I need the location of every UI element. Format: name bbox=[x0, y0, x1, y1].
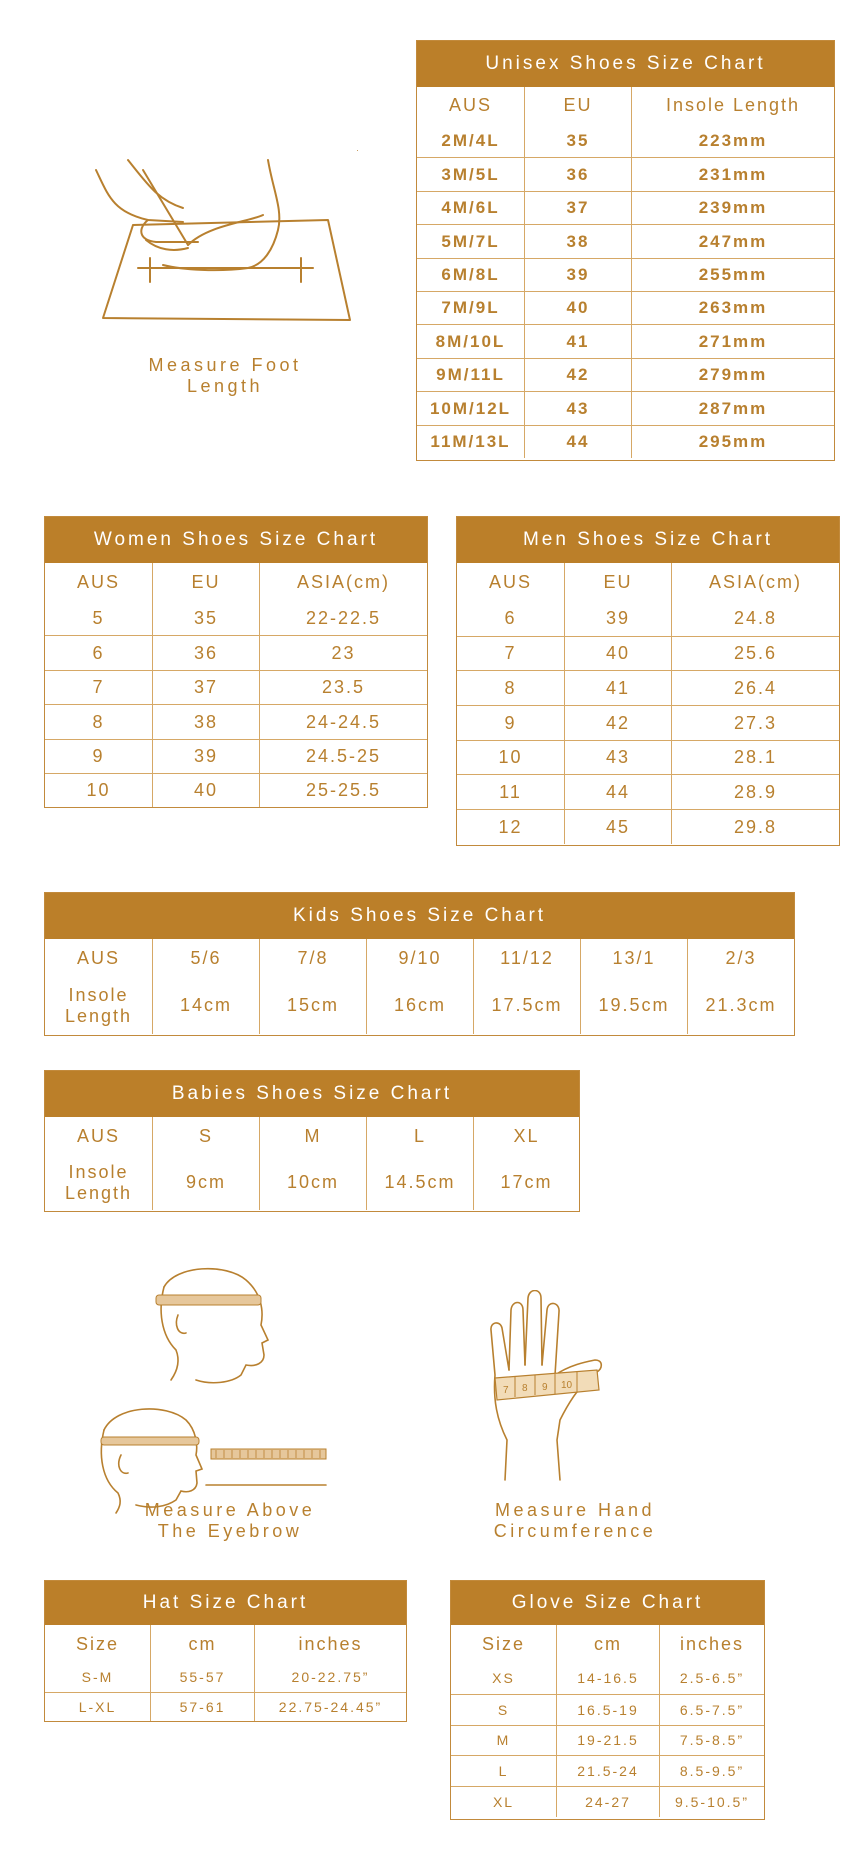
table-cell: 16.5-19 bbox=[556, 1695, 659, 1725]
table-cell: 4M/6L bbox=[441, 198, 500, 218]
table-row bbox=[45, 977, 794, 1034]
table-cell: S bbox=[497, 1701, 510, 1718]
header-cell: AUS bbox=[76, 571, 120, 592]
table-cell: 55-57 bbox=[150, 1663, 254, 1692]
babies-shoes-size-table bbox=[44, 1070, 580, 1212]
table-header-row bbox=[45, 1625, 406, 1663]
table-cell: 5M/7L bbox=[441, 231, 500, 251]
header-cell: Size bbox=[481, 1633, 525, 1654]
table-cell: 44 bbox=[524, 426, 631, 458]
header-cell: AUS bbox=[488, 571, 532, 592]
table-cell: 39 bbox=[524, 259, 631, 291]
header-cell: EU bbox=[524, 87, 631, 124]
tape-number: 9 bbox=[542, 1382, 548, 1393]
table-row bbox=[451, 1786, 764, 1817]
table-row bbox=[45, 739, 427, 773]
table-cell: 17.5cm bbox=[473, 977, 580, 1034]
table-cell: 7 bbox=[504, 643, 517, 664]
table-row bbox=[451, 1694, 764, 1725]
table-cell: 24.5-25 bbox=[259, 740, 427, 773]
table-row bbox=[457, 774, 839, 809]
table-cell: L-XL bbox=[78, 1698, 117, 1715]
table-cell: 10cm bbox=[259, 1155, 366, 1210]
table-cell: Insole Length bbox=[64, 1161, 133, 1203]
header-cell: S bbox=[152, 1117, 259, 1155]
hat-body bbox=[45, 1663, 406, 1721]
table-cell: 231mm bbox=[631, 158, 834, 190]
table-cell: 37 bbox=[524, 192, 631, 224]
table-cell: 239mm bbox=[631, 192, 834, 224]
table-cell: 42 bbox=[524, 359, 631, 391]
header-cell: 9/10 bbox=[366, 939, 473, 977]
table-cell: 21.3cm bbox=[687, 977, 794, 1034]
table-cell: 10M/12L bbox=[429, 398, 512, 418]
table-cell: 2M/4L bbox=[441, 130, 500, 150]
table-cell: 44 bbox=[564, 775, 671, 809]
table-row bbox=[417, 224, 834, 257]
hand-caption-line: Measure Hand bbox=[494, 1500, 656, 1520]
table-row bbox=[451, 1725, 764, 1756]
table-row bbox=[45, 1692, 406, 1721]
table-row bbox=[457, 809, 839, 844]
table-row bbox=[45, 704, 427, 738]
table-row bbox=[457, 740, 839, 775]
table-cell: 22.75-24.45” bbox=[254, 1693, 406, 1721]
kids-table-title: Kids Shoes Size Chart bbox=[45, 893, 794, 939]
table-row bbox=[417, 391, 834, 424]
table-header-row bbox=[45, 563, 427, 601]
table-header-row bbox=[45, 1117, 579, 1155]
babies-table-title: Babies Shoes Size Chart bbox=[45, 1071, 579, 1117]
foot-ruler-icon bbox=[88, 150, 358, 325]
men-shoes-size-table bbox=[456, 516, 840, 846]
table-row bbox=[417, 324, 834, 357]
hand-tape-icon bbox=[485, 1290, 645, 1490]
table-cell: 22-22.5 bbox=[259, 601, 427, 635]
table-row bbox=[417, 157, 834, 190]
table-cell: 14.5cm bbox=[366, 1155, 473, 1210]
unisex-body bbox=[417, 124, 834, 458]
table-cell: 9.5-10.5” bbox=[659, 1787, 764, 1817]
table-cell: 15cm bbox=[259, 977, 366, 1034]
tape-number: 7 bbox=[503, 1385, 509, 1396]
table-row bbox=[45, 1155, 579, 1210]
table-row bbox=[451, 1755, 764, 1786]
header-cell: M bbox=[259, 1117, 366, 1155]
header-cell: Insole Length bbox=[631, 87, 834, 124]
table-cell: 5 bbox=[92, 607, 105, 628]
table-cell: 14-16.5 bbox=[556, 1663, 659, 1694]
table-cell: 2.5-6.5” bbox=[659, 1663, 764, 1694]
babies-body bbox=[45, 1155, 579, 1210]
table-cell: 6.5-7.5” bbox=[659, 1695, 764, 1725]
header-cell: AUS bbox=[448, 95, 492, 116]
glove-body bbox=[451, 1663, 764, 1817]
table-cell: 23 bbox=[259, 636, 427, 669]
table-cell: 8.5-9.5” bbox=[659, 1756, 764, 1786]
table-row bbox=[417, 291, 834, 324]
table-row bbox=[417, 124, 834, 157]
hand-caption-line: Circumference bbox=[493, 1521, 657, 1541]
foot-caption bbox=[120, 355, 330, 397]
table-cell: 16cm bbox=[366, 977, 473, 1034]
header-cell: 13/1 bbox=[580, 939, 687, 977]
glove-size-table bbox=[450, 1580, 765, 1820]
kids-body bbox=[45, 977, 794, 1034]
table-cell: 39 bbox=[564, 601, 671, 636]
table-cell: 6M/8L bbox=[441, 264, 500, 284]
table-cell: 11M/13L bbox=[430, 431, 511, 451]
table-cell: 24.8 bbox=[671, 601, 839, 636]
head-caption bbox=[110, 1500, 350, 1542]
unisex-shoes-size-table bbox=[416, 40, 835, 461]
header-cell: XL bbox=[473, 1117, 579, 1155]
table-cell: 9cm bbox=[152, 1155, 259, 1210]
table-cell: 43 bbox=[524, 392, 631, 424]
table-row bbox=[417, 358, 834, 391]
table-cell: 40 bbox=[152, 774, 259, 807]
men-body bbox=[457, 601, 839, 844]
table-row bbox=[45, 635, 427, 669]
table-cell: 9 bbox=[504, 712, 517, 733]
table-cell: 11 bbox=[499, 781, 522, 802]
table-cell: 38 bbox=[524, 225, 631, 257]
table-row bbox=[417, 191, 834, 224]
table-cell: 6 bbox=[504, 608, 517, 628]
table-cell: 12 bbox=[498, 816, 523, 837]
table-cell: 25-25.5 bbox=[259, 774, 427, 807]
head-measure-illustration bbox=[96, 1255, 346, 1515]
table-cell: 25.6 bbox=[671, 637, 839, 671]
table-cell: 29.8 bbox=[671, 810, 839, 844]
header-cell: AUS bbox=[76, 1125, 120, 1146]
table-row bbox=[45, 773, 427, 807]
header-cell: 7/8 bbox=[259, 939, 366, 977]
table-cell: 43 bbox=[564, 741, 671, 775]
header-cell: Size bbox=[75, 1633, 119, 1654]
table-cell: 7.5-8.5” bbox=[659, 1726, 764, 1756]
table-cell: 271mm bbox=[631, 325, 834, 357]
header-cell: EU bbox=[152, 563, 259, 601]
table-cell: 21.5-24 bbox=[556, 1756, 659, 1786]
table-cell: 42 bbox=[564, 706, 671, 740]
header-cell: L bbox=[366, 1117, 473, 1155]
table-cell: 279mm bbox=[631, 359, 834, 391]
table-header-row bbox=[45, 939, 794, 977]
table-header-row bbox=[457, 563, 839, 601]
women-table-title: Women Shoes Size Chart bbox=[45, 517, 427, 563]
hat-table-title: Hat Size Chart bbox=[45, 1581, 406, 1625]
head-caption-line: The Eyebrow bbox=[157, 1521, 303, 1541]
table-cell: 295mm bbox=[631, 426, 834, 458]
table-row bbox=[45, 670, 427, 704]
table-cell: 40 bbox=[524, 292, 631, 324]
table-cell: 27.3 bbox=[671, 706, 839, 740]
table-cell: 37 bbox=[152, 671, 259, 704]
unisex-table-title: Unisex Shoes Size Chart bbox=[417, 41, 834, 87]
foot-caption-line: Length bbox=[186, 376, 264, 396]
hand-measure-illustration bbox=[485, 1290, 645, 1490]
table-cell: S-M bbox=[81, 1669, 114, 1686]
header-cell: inches bbox=[254, 1625, 406, 1663]
header-cell: 2/3 bbox=[687, 939, 794, 977]
header-cell: 11/12 bbox=[473, 939, 580, 977]
table-cell: 19-21.5 bbox=[556, 1726, 659, 1756]
header-cell: AUS bbox=[76, 947, 120, 968]
table-cell: 287mm bbox=[631, 392, 834, 424]
header-cell: ASIA(cm) bbox=[259, 563, 427, 601]
table-cell: Insole Length bbox=[64, 984, 133, 1026]
table-cell: XL bbox=[492, 1794, 515, 1811]
women-body bbox=[45, 601, 427, 807]
table-cell: 36 bbox=[524, 158, 631, 190]
tape-number: 8 bbox=[522, 1383, 528, 1394]
table-row bbox=[457, 670, 839, 705]
table-cell: 36 bbox=[152, 636, 259, 669]
table-cell: 7M/9L bbox=[441, 298, 500, 318]
header-cell: ASIA(cm) bbox=[671, 563, 839, 601]
table-cell: 6 bbox=[92, 642, 105, 663]
table-cell: 35 bbox=[152, 601, 259, 635]
table-cell: 28.1 bbox=[671, 741, 839, 775]
head-tape-icon bbox=[96, 1255, 346, 1515]
table-row bbox=[45, 601, 427, 635]
table-cell: 9 bbox=[92, 745, 105, 766]
table-cell: 39 bbox=[152, 740, 259, 773]
table-cell: 41 bbox=[524, 325, 631, 357]
header-cell: cm bbox=[150, 1625, 254, 1663]
table-cell: 263mm bbox=[631, 292, 834, 324]
glove-table-title: Glove Size Chart bbox=[451, 1581, 764, 1625]
table-cell: 45 bbox=[564, 810, 671, 844]
women-shoes-size-table bbox=[44, 516, 428, 808]
hand-caption bbox=[455, 1500, 695, 1542]
table-cell: 247mm bbox=[631, 225, 834, 257]
hat-size-table bbox=[44, 1580, 407, 1722]
men-table-title: Men Shoes Size Chart bbox=[457, 517, 839, 563]
table-cell: 19.5cm bbox=[580, 977, 687, 1034]
table-row bbox=[45, 1663, 406, 1692]
table-cell: 28.9 bbox=[671, 775, 839, 809]
tape-number: 10 bbox=[561, 1380, 573, 1391]
table-cell: 24-27 bbox=[556, 1787, 659, 1817]
table-cell: 14cm bbox=[152, 977, 259, 1034]
table-cell: XS bbox=[492, 1670, 515, 1687]
table-cell: 223mm bbox=[631, 124, 834, 157]
table-row bbox=[457, 636, 839, 671]
table-cell: M bbox=[496, 1732, 511, 1749]
table-row bbox=[417, 258, 834, 291]
table-cell: 8 bbox=[504, 677, 517, 698]
header-cell: inches bbox=[659, 1625, 764, 1663]
table-header-row bbox=[417, 87, 834, 124]
table-header-row bbox=[451, 1625, 764, 1663]
table-cell: 57-61 bbox=[150, 1693, 254, 1721]
header-cell: 5/6 bbox=[152, 939, 259, 977]
kids-shoes-size-table bbox=[44, 892, 795, 1036]
table-cell: 38 bbox=[152, 705, 259, 738]
table-cell: 10 bbox=[498, 747, 523, 768]
table-cell: 255mm bbox=[631, 259, 834, 291]
table-cell: 17cm bbox=[473, 1155, 579, 1210]
table-cell: 26.4 bbox=[671, 671, 839, 705]
table-cell: 24-24.5 bbox=[259, 705, 427, 738]
table-cell: 9M/11L bbox=[436, 365, 505, 385]
header-cell: EU bbox=[564, 563, 671, 601]
table-row bbox=[451, 1663, 764, 1694]
table-cell: 3M/5L bbox=[441, 164, 500, 184]
table-cell: 40 bbox=[564, 637, 671, 671]
table-cell: 23.5 bbox=[259, 671, 427, 704]
header-cell: cm bbox=[556, 1625, 659, 1663]
table-row bbox=[457, 601, 839, 636]
table-cell: 8 bbox=[92, 711, 105, 732]
table-cell: 7 bbox=[92, 677, 105, 698]
table-cell: 8M/10L bbox=[435, 331, 506, 351]
table-cell: 35 bbox=[524, 124, 631, 157]
table-row bbox=[417, 425, 834, 458]
table-cell: 10 bbox=[86, 780, 111, 801]
head-caption-line: Measure Above bbox=[144, 1500, 316, 1520]
table-cell: 41 bbox=[564, 671, 671, 705]
foot-measure-illustration bbox=[88, 150, 358, 325]
table-row bbox=[457, 705, 839, 740]
table-cell: 20-22.75” bbox=[254, 1663, 406, 1692]
table-cell: L bbox=[498, 1763, 509, 1780]
foot-caption-line: Measure Foot bbox=[148, 355, 302, 375]
